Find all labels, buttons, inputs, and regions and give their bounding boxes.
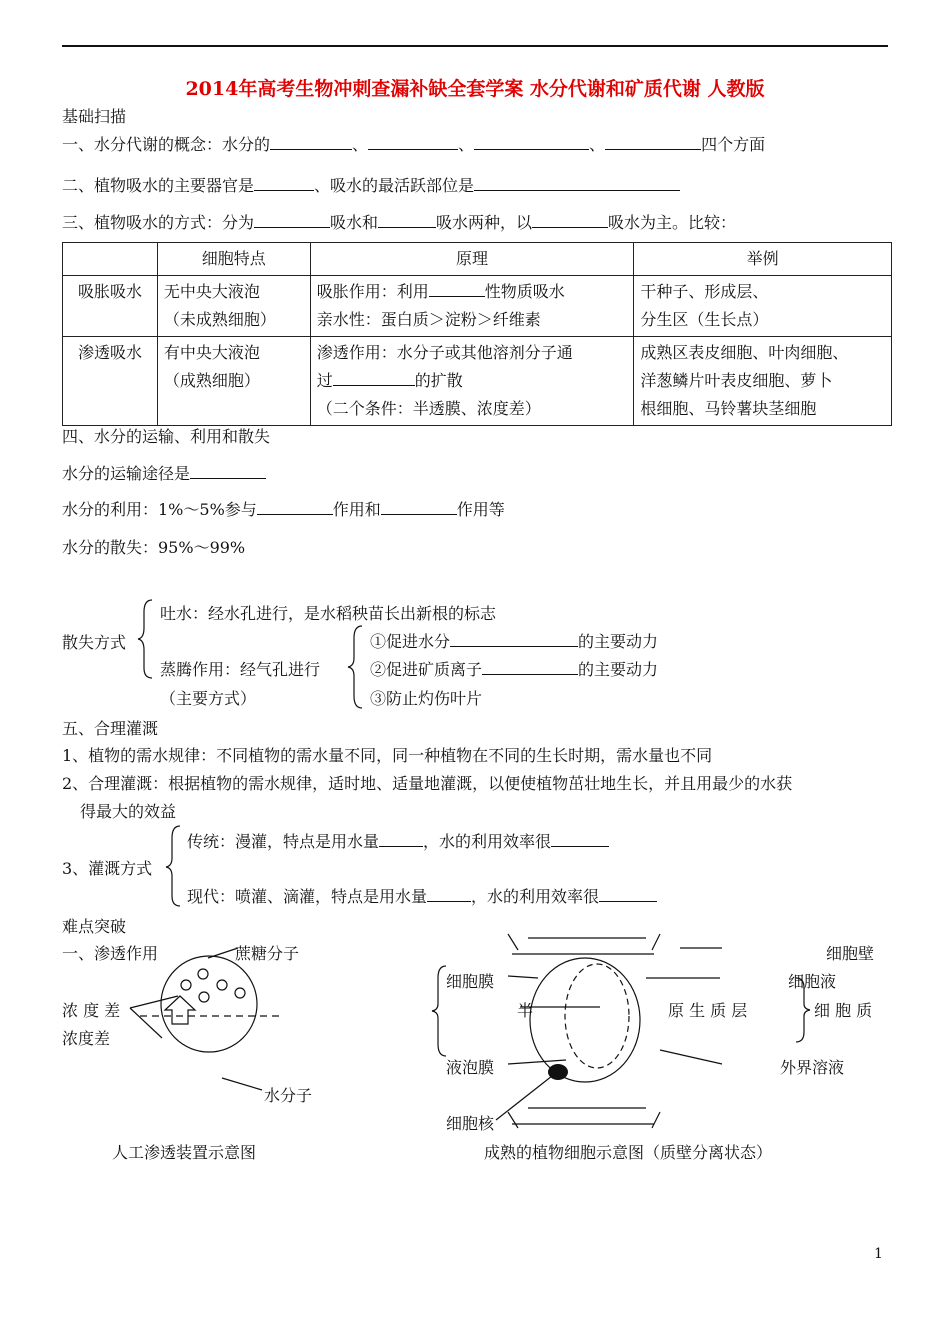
paragraph-2: 2、合理灌溉：根据植物的需水规律，适时地、适量地灌溉，以便使植物茁壮地生长，并且用最少的水获 — [62, 774, 793, 793]
protoplast-label: 原 生 质 层 — [668, 1001, 748, 1020]
concentration-label-1: 浓 度 差 — [62, 1001, 121, 1020]
tonoplast-label: 液泡膜 — [446, 1058, 495, 1077]
vacuole-membrane-ellipse — [565, 964, 629, 1068]
nucleus-label: 细胞核 — [446, 1114, 495, 1133]
loss-mode-label: 散失方式 — [62, 633, 127, 652]
cell-wall-tick — [508, 1112, 518, 1128]
sucrose-molecule — [199, 992, 209, 1002]
transpiration-text: 蒸腾作用：经气孔进行 — [160, 660, 321, 679]
cell-membrane-label: 细胞膜 — [446, 972, 495, 991]
brace-transpiration — [348, 626, 362, 708]
brace-loss-mode — [138, 600, 152, 678]
question-line-1: 一、水分代谢的概念：水分的 、 、 、 四个方面 — [62, 135, 766, 154]
row-example: 干种子、形成层、 分生区（生长点） — [634, 276, 892, 337]
pointer-membrane — [508, 976, 538, 978]
row-principle: 吸胀作用：利用 性物质吸水 亲水性：蛋白质＞淀粉＞纤维素 — [310, 276, 634, 337]
external-solution-label: 外界溶液 — [780, 1058, 845, 1077]
brace-protoplast-left — [432, 966, 446, 1056]
table-header-cell: 细胞特点 — [157, 243, 310, 276]
brace-cytoplasm-right — [796, 978, 810, 1042]
page-number: 1 — [874, 1246, 883, 1262]
question-line-3: 三、植物吸水的方式：分为 吸水和 吸水两种，以 吸水为主。比较： — [62, 213, 737, 232]
modern-irrigation: 现代：喷灌、滴灌，特点是用水量 ，水的利用效率很 — [187, 884, 657, 907]
section-4-heading: 四、水分的运输、利用和散失 — [62, 427, 271, 446]
row-name: 吸胀吸水 — [63, 276, 158, 337]
pointer-external — [660, 1050, 722, 1064]
use-line: 水分的利用：1%～5%参与 作用和 作用等 — [62, 500, 505, 519]
row-principle: 渗透作用：水分子或其他溶剂分子通 过 的扩散 （二个条件：半透膜、浓度差） — [310, 337, 634, 426]
pointer-sucrose — [208, 948, 238, 958]
traditional-irrigation: 传统：漫灌，特点是用水量 ，水的利用效率很 — [187, 829, 609, 852]
sucrose-molecule — [217, 980, 227, 990]
function-1: ①促进水分 的主要动力 — [370, 632, 659, 651]
pointer-water-molecule — [222, 1078, 262, 1090]
pointer-concentration-1 — [130, 996, 178, 1008]
cell-wall-label: 细胞壁 — [826, 944, 875, 963]
table-header-cell: 举例 — [634, 243, 892, 276]
main-mode-note: （主要方式） — [160, 689, 257, 708]
pointer-nucleus — [496, 1076, 552, 1120]
osmosis-label: 一、渗透作用 — [62, 944, 159, 963]
row-feature: 无中央大液泡 （未成熟细胞） — [157, 276, 310, 337]
section-basic-heading: 基础扫描 — [62, 107, 127, 126]
sucrose-label: 蔗糖分子 — [235, 944, 300, 963]
concentration-label-2: 浓度差 — [62, 1029, 111, 1048]
nucleus-dot — [548, 1064, 568, 1080]
cell-wall-tick — [652, 934, 660, 950]
pointer-concentration-2 — [130, 1008, 162, 1038]
cell-sap-label: 细胞液 — [788, 972, 837, 991]
table-header-cell: 原理 — [310, 243, 634, 276]
caption-osmosis: 人工渗透装置示意图 — [112, 1143, 257, 1162]
sucrose-molecule — [198, 969, 208, 979]
sucrose-molecule — [181, 980, 191, 990]
water-flow-arrow — [165, 996, 195, 1024]
row-name: 渗透吸水 — [63, 337, 158, 426]
section-hard-heading: 难点突破 — [62, 917, 127, 936]
row-feature: 有中央大液泡 （成熟细胞） — [157, 337, 310, 426]
brace-irrigation — [166, 826, 180, 906]
function-2: ②促进矿质离子 的主要动力 — [370, 660, 659, 679]
paragraph-1: 1、植物的需水规律：不同植物的需水量不同，同一种植物在不同的生长时期，需水量也不同 — [62, 746, 713, 765]
section-5-heading: 五、合理灌溉 — [62, 719, 159, 738]
paragraph-2-cont: 得最大的效益 — [80, 802, 177, 821]
osmosis-vessel-circle — [161, 956, 257, 1052]
half-label: 半 — [517, 1001, 534, 1020]
pointer-tonoplast — [508, 1060, 566, 1064]
cytoplasm-label: 细 胞 质 — [814, 1001, 873, 1020]
caption-cell: 成熟的植物细胞示意图（质壁分离状态） — [484, 1143, 773, 1162]
question-line-2: 二、植物吸水的主要器官是 、吸水的最活跃部位是 — [62, 173, 680, 196]
water-molecule-label: 水分子 — [264, 1086, 313, 1105]
sucrose-molecule — [235, 988, 245, 998]
row-example: 成熟区表皮细胞、叶肉细胞、 洋葱鳞片叶表皮细胞、萝卜 根细胞、马铃薯块茎细胞 — [634, 337, 892, 426]
guttation-text: 吐水：经水孔进行，是水稻秧苗长出新根的标志 — [160, 604, 497, 623]
transport-line: 水分的运输途径是 — [62, 461, 266, 484]
page-title: 2014年高考生物冲刺查漏补缺全套学案 水分代谢和矿质代谢 人教版 — [185, 78, 765, 100]
cell-wall-tick — [508, 934, 518, 950]
irrigation-mode-label: 3、灌溉方式 — [62, 859, 153, 878]
loss-line: 水分的散失：95%～99% — [62, 538, 246, 557]
cell-membrane-ellipse — [530, 958, 640, 1082]
function-3: ③防止灼伤叶片 — [370, 689, 483, 708]
cell-wall-tick — [652, 1112, 660, 1128]
